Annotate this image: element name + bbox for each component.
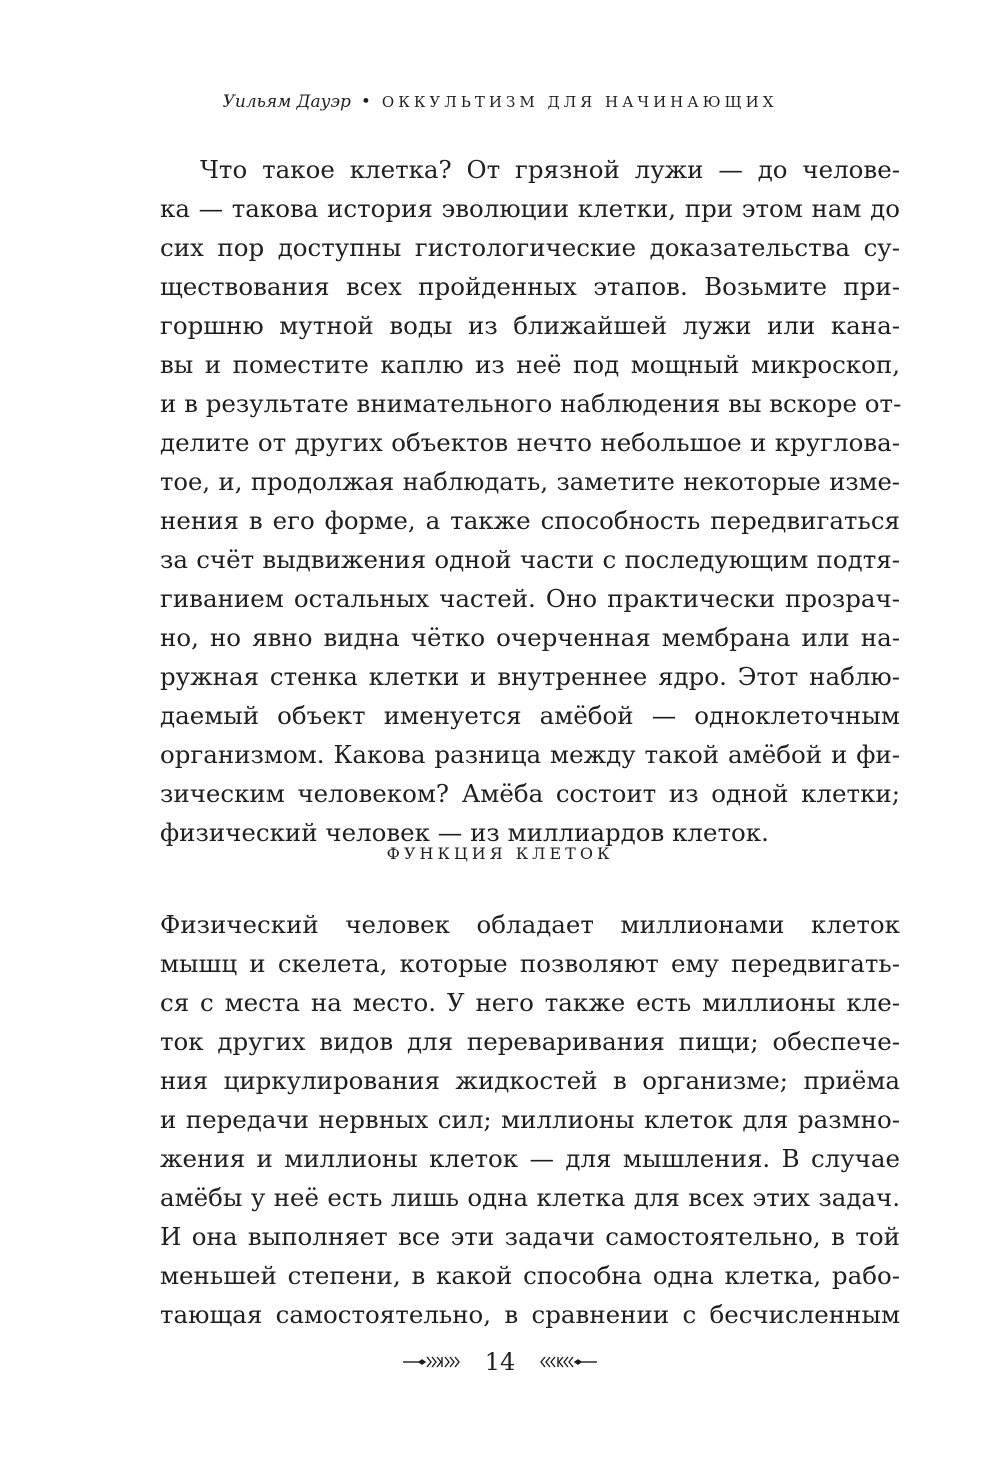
text-line: Физический человек обладает миллионами клеток: [160, 910, 900, 939]
text-line: ния циркулирования жидкостей в организме; приёма: [160, 1066, 900, 1095]
text-line: Что такое клетка? От грязной лужи — до челове-: [200, 155, 900, 184]
text-line: и передачи нервных сил; миллионы клеток для размно-: [160, 1105, 900, 1134]
text-line: физический человек — из миллиардов клеток.: [160, 818, 769, 847]
text-line: но, но явно видна чётко очерченная мембрана или на-: [160, 623, 900, 652]
text-line: организмом. Какова разница между такой амёбой и фи-: [160, 740, 900, 769]
text-line: тающая самостоятельно, в сравнении с бесчисленным: [160, 1300, 900, 1329]
text-line: нения в его форме, а также способность передвигаться: [160, 506, 900, 535]
text-line: ществования всех пройденных этапов. Возьмите при-: [160, 272, 900, 301]
paragraph-1: [160, 150, 900, 852]
text-line: И она выполняет все эти задачи самостоятельно, в той: [160, 1222, 900, 1251]
text-line: ружная стенка клетки и внутреннее ядро. Этот наблю-: [160, 662, 900, 691]
text-line: ток других видов для переваривания пищи; обеспече-: [160, 1027, 900, 1056]
text-line: гиванием остальных частей. Оно практически прозрач-: [160, 584, 900, 613]
right-ornament-icon: [535, 1353, 599, 1371]
text-line: ся с места на место. У него также есть миллионы кле-: [160, 988, 900, 1017]
section-heading: ФУНКЦИЯ КЛЕТОК: [386, 844, 614, 863]
text-line: тое, и, продолжая наблюдать, заметите некоторые изме-: [160, 467, 900, 496]
text-line: за счёт выдвижения одной части с последующим подтя-: [160, 545, 900, 574]
text-line: зическим человеком? Амёба состоит из одной клетки;: [160, 779, 900, 808]
paragraph-2: [160, 905, 900, 1334]
text-line: делите от других объектов нечто небольшое и круглова-: [160, 428, 900, 457]
text-line: меньшей степени, в какой способна одна клетка, рабо-: [160, 1261, 900, 1290]
text-line: горшню мутной воды из ближайшей лужи или кана-: [160, 311, 900, 340]
left-ornament-icon: [401, 1353, 465, 1371]
book-title: ОККУЛЬТИЗМ ДЛЯ НАЧИНАЮЩИХ: [381, 93, 778, 111]
text-line: жения и миллионы клеток — для мышления. В случае: [160, 1144, 900, 1173]
text-line: сих пор доступны гистологические доказательства су-: [160, 233, 900, 262]
text-line: ка — такова история эволюции клетки, при этом нам до: [160, 194, 900, 223]
author-name: Уильям Дауэр: [222, 92, 351, 112]
text-line: мышц и скелета, которые позволяют ему передвигать-: [160, 949, 900, 978]
page-footer: [0, 1346, 1000, 1376]
bullet-separator: •: [360, 92, 372, 112]
running-head: [0, 92, 1000, 112]
page-number: 14: [484, 1347, 516, 1376]
text-line: и в результате внимательного наблюдения вы вскоре от-: [160, 389, 902, 418]
text-line: даемый объект именуется амёбой — одноклеточным: [160, 701, 900, 730]
text-line: амёбы у неё есть лишь одна клетка для всех этих задач.: [160, 1183, 900, 1212]
text-line: вы и поместите каплю из неё под мощный микроскоп,: [160, 350, 900, 379]
